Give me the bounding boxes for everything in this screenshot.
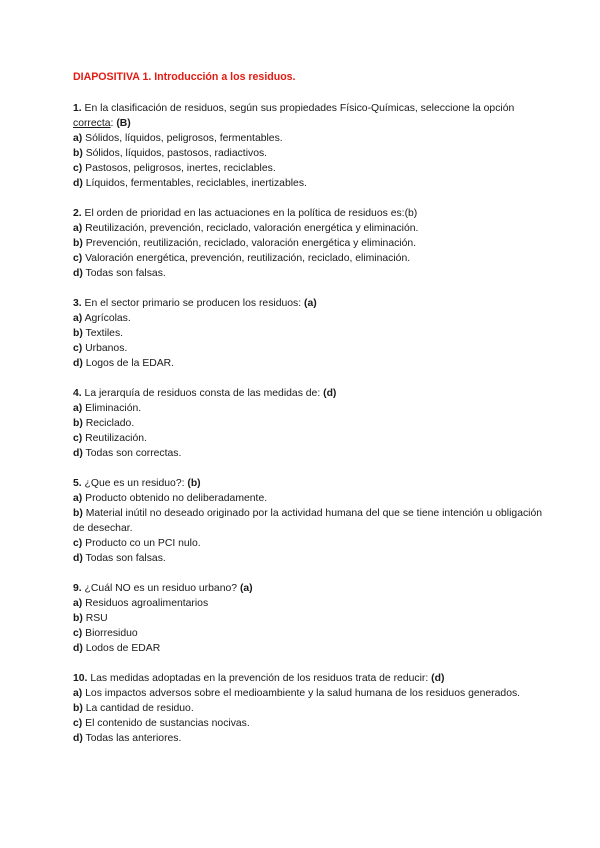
option-c xyxy=(73,536,543,551)
question-answer: (d) xyxy=(431,673,445,684)
option-text: Sólidos, líquidos, peligrosos, fermentables. xyxy=(82,133,283,144)
option-letter: b) xyxy=(73,703,83,714)
option-letter: d) xyxy=(73,358,83,369)
option-letter: c) xyxy=(73,433,83,444)
option-letter: d) xyxy=(73,553,83,564)
option-c xyxy=(73,341,543,356)
question-number: 1. xyxy=(73,103,82,114)
question-number: 9. xyxy=(73,583,82,594)
option-letter: b) xyxy=(73,148,83,159)
option-letter: c) xyxy=(73,718,83,729)
question-text xyxy=(73,101,543,131)
option-letter: a) xyxy=(73,598,83,609)
option-text: Prevención, reutilización, reciclado, valoración energética y eliminación. xyxy=(82,238,417,249)
option-d xyxy=(73,266,543,281)
option-text: Los impactos adversos sobre el medioambiente y la salud humana de los residuos generados. xyxy=(82,688,521,699)
option-text: Urbanos. xyxy=(82,343,128,354)
option-text: Residuos agroalimentarios xyxy=(82,598,209,609)
option-letter: b) xyxy=(73,238,83,249)
question-text xyxy=(73,206,543,221)
option-text: Producto co un PCI nulo. xyxy=(82,538,201,549)
option-c xyxy=(73,251,543,266)
question-text xyxy=(73,671,543,686)
option-letter: c) xyxy=(73,538,83,549)
option-text: Todas son falsas. xyxy=(82,553,166,564)
option-letter: b) xyxy=(73,613,83,624)
option-text: Logos de la EDAR. xyxy=(82,358,175,369)
option-b xyxy=(73,416,543,431)
question-answer: (B) xyxy=(116,118,131,129)
option-a xyxy=(73,596,543,611)
option-letter: d) xyxy=(73,643,83,654)
option-letter: d) xyxy=(73,268,83,279)
option-a xyxy=(73,131,543,146)
option-c xyxy=(73,161,543,176)
option-d xyxy=(73,176,543,191)
option-text: Biorresiduo xyxy=(82,628,138,639)
option-letter: b) xyxy=(73,508,83,519)
question-answer: (a) xyxy=(304,298,317,309)
question-text xyxy=(73,296,543,311)
option-letter: d) xyxy=(73,448,83,459)
option-d xyxy=(73,731,543,746)
option-text: Valoración energética, prevención, reutilización, reciclado, eliminación. xyxy=(82,253,411,264)
option-text: Agrícolas. xyxy=(82,313,131,324)
option-text: Producto obtenido no deliberadamente. xyxy=(82,493,268,504)
option-letter: d) xyxy=(73,178,83,189)
question-answer: (b) xyxy=(404,208,418,219)
option-letter: c) xyxy=(73,253,83,264)
option-text: Eliminación. xyxy=(82,403,142,414)
option-d xyxy=(73,551,543,566)
question-stem: El orden de prioridad en las actuaciones en la política de residuos es: xyxy=(81,208,405,219)
option-letter: c) xyxy=(73,343,83,354)
option-a xyxy=(73,221,543,236)
option-text: La cantidad de residuo. xyxy=(82,703,194,714)
question-4 xyxy=(73,386,543,461)
question-stem: La jerarquía de residuos consta de las medidas de: xyxy=(81,388,324,399)
question-3 xyxy=(73,296,543,371)
question-10 xyxy=(73,671,543,746)
option-text: Líquidos, fermentables, reciclables, inertizables. xyxy=(82,178,307,189)
option-a xyxy=(73,686,543,701)
question-stem-end: : xyxy=(110,118,117,129)
option-a xyxy=(73,311,543,326)
option-text: Pastosos, peligrosos, inertes, reciclables. xyxy=(82,163,276,174)
option-d xyxy=(73,356,543,371)
question-text xyxy=(73,476,543,491)
option-letter: a) xyxy=(73,403,83,414)
option-a xyxy=(73,491,543,506)
option-text: Todas las anteriores. xyxy=(82,733,182,744)
option-b xyxy=(73,611,543,626)
question-number: 5. xyxy=(73,478,82,489)
option-letter: a) xyxy=(73,133,83,144)
option-text: RSU xyxy=(82,613,108,624)
question-2 xyxy=(73,206,543,281)
document-content xyxy=(73,70,543,761)
option-text: Sólidos, líquidos, pastosos, radiactivos. xyxy=(82,148,268,159)
page-title: DIAPOSITIVA 1. Introducción a los residuos. xyxy=(73,71,296,83)
option-b xyxy=(73,506,543,536)
question-number: 2. xyxy=(73,208,82,219)
question-underlined-word: correcta xyxy=(73,118,111,129)
option-b xyxy=(73,701,543,716)
question-answer: (b) xyxy=(187,478,201,489)
question-answer: (a) xyxy=(239,583,253,594)
question-number: 3. xyxy=(73,298,82,309)
question-9 xyxy=(73,581,543,656)
question-stem: En la clasificación de residuos, según sus propiedades Físico-Químicas, seleccione la opción xyxy=(81,103,515,114)
question-1 xyxy=(73,101,543,191)
question-5 xyxy=(73,476,543,566)
option-letter: c) xyxy=(73,163,83,174)
option-d xyxy=(73,446,543,461)
option-text: Reutilización, prevención, reciclado, valoración energética y eliminación. xyxy=(82,223,419,234)
option-text: El contenido de sustancias nocivas. xyxy=(82,718,250,729)
option-text: Todas son falsas. xyxy=(82,268,166,279)
option-text: Textiles. xyxy=(82,328,124,339)
question-text xyxy=(73,581,543,596)
question-stem: En el sector primario se producen los residuos: xyxy=(81,298,305,309)
option-b xyxy=(73,326,543,341)
option-letter: d) xyxy=(73,733,83,744)
question-stem: ¿Que es un residuo?: xyxy=(81,478,188,489)
option-text: Todas son correctas. xyxy=(82,448,182,459)
option-letter: a) xyxy=(73,313,83,324)
question-text xyxy=(73,386,543,401)
option-letter: c) xyxy=(73,628,83,639)
option-c xyxy=(73,431,543,446)
option-text: Lodos de EDAR xyxy=(82,643,161,654)
option-letter: b) xyxy=(73,418,83,429)
option-c xyxy=(73,716,543,731)
option-text: Material inútil no deseado originado por la actividad humana del que se tiene intención u obligación de desechar. xyxy=(73,508,543,534)
option-letter: a) xyxy=(73,223,83,234)
question-answer: (d) xyxy=(323,388,337,399)
option-d xyxy=(73,641,543,656)
option-b xyxy=(73,146,543,161)
question-number: 4. xyxy=(73,388,82,399)
question-stem: Las medidas adoptadas en la prevención de los residuos trata de reducir: xyxy=(87,673,432,684)
option-text: Reciclado. xyxy=(82,418,135,429)
question-stem: ¿Cuál NO es un residuo urbano? xyxy=(81,583,240,594)
question-number: 10. xyxy=(73,673,88,684)
option-a xyxy=(73,401,543,416)
option-letter: b) xyxy=(73,328,83,339)
option-c xyxy=(73,626,543,641)
option-letter: a) xyxy=(73,493,83,504)
option-b xyxy=(73,236,543,251)
option-text: Reutilización. xyxy=(82,433,147,444)
option-letter: a) xyxy=(73,688,83,699)
